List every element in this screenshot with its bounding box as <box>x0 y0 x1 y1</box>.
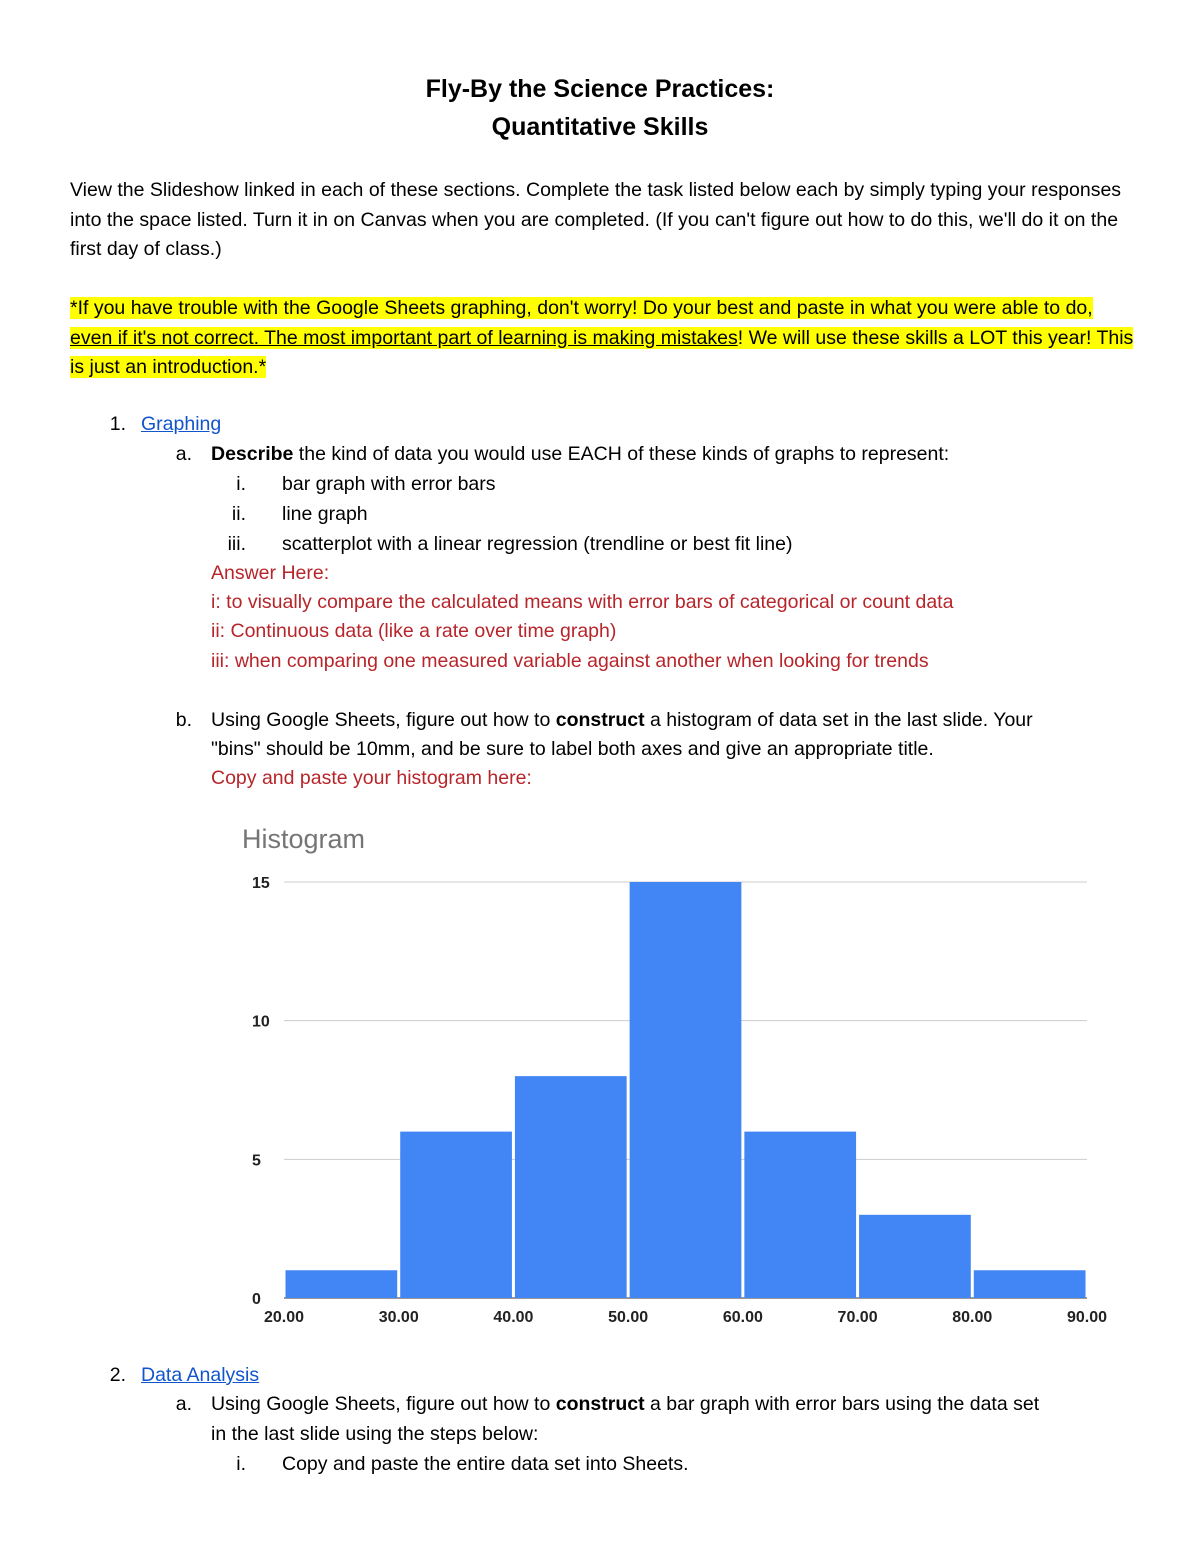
section1a-prompt <box>211 440 949 470</box>
histogram-bar <box>974 1270 1086 1298</box>
section1b-line2: "bins" should be 10mm, and be sure to label both axes and give an appropriate title. <box>211 738 934 760</box>
y-tick-label: 5 <box>252 1152 261 1170</box>
section1a-prompt-rest: the kind of data you would use EACH of these kinds of graphs to represent: <box>293 443 950 465</box>
section2a-line1 <box>211 1390 1039 1420</box>
histogram-bar <box>286 1270 398 1298</box>
x-tick-label: 70.00 <box>837 1309 878 1326</box>
x-tick-label: 40.00 <box>493 1309 534 1326</box>
section1b-line1-rest: a histogram of data set in the last slide. Your <box>644 709 1033 731</box>
item-ii-text: line graph <box>282 503 368 525</box>
y-tick-label: 10 <box>252 1013 270 1031</box>
data-analysis-link[interactable]: Data Analysis <box>141 1364 260 1386</box>
x-tick-label: 20.00 <box>263 1309 305 1326</box>
y-tick-label: 0 <box>252 1291 261 1308</box>
note-text-underlined: even if it's not correct. The most important part of learning is making mistakes <box>70 326 738 349</box>
histogram-chart <box>230 812 1130 1337</box>
answer-label: Answer Here: <box>211 562 330 584</box>
section2a-line2: in the last slide using the steps below: <box>211 1423 539 1445</box>
x-tick-label: 90.00 <box>1066 1309 1108 1326</box>
answer-iii: iii: when comparing one measured variable against another when looking for trends <box>211 650 929 672</box>
section1b-marker: b. <box>175 709 192 731</box>
item-i-marker: i. <box>236 473 246 495</box>
construct-bold: construct <box>555 709 645 731</box>
note-text-2: ! We will use these skills a LOT this year! This is just an introduction.* <box>70 326 1134 378</box>
y-tick-label: 15 <box>252 875 270 892</box>
section1b-line1 <box>211 706 1033 736</box>
histogram-bar <box>515 1076 627 1298</box>
histogram-bar <box>744 1132 856 1298</box>
section1b-pre: Using Google Sheets, figure out how to <box>211 709 556 731</box>
item-i-text: bar graph with error bars <box>282 473 496 495</box>
x-tick-label: 60.00 <box>722 1309 763 1326</box>
answer-ii: ii: Continuous data (like a rate over time graph) <box>211 620 617 642</box>
intro-paragraph: View the Slideshow linked in each of these sections. Complete the task listed below each by simply typing your responses into the space listed. Turn it in on Canvas when you are completed. (If you can't figure out how to do this, we'll do it on the first day of class.) <box>70 179 1122 260</box>
item-iii-marker: iii. <box>227 533 246 555</box>
section2a-marker: a. <box>175 1393 192 1415</box>
construct-bold-2: construct <box>555 1393 645 1415</box>
item-ii-marker: ii. <box>231 503 246 525</box>
section2-number: 2. <box>109 1364 126 1386</box>
document-title-line2: Quantitative Skills <box>491 113 709 141</box>
section2a-pre: Using Google Sheets, figure out how to <box>211 1393 556 1415</box>
item-iii-text: scatterplot with a linear regression (trendline or best fit line) <box>282 533 793 555</box>
histogram-bar <box>400 1132 512 1298</box>
note-paragraph <box>70 294 1140 383</box>
histogram-bar <box>859 1215 971 1298</box>
section2-item-i-text: Copy and paste the entire data set into Sheets. <box>282 1453 689 1475</box>
x-tick-label: 80.00 <box>952 1309 993 1326</box>
histogram-bar <box>630 882 742 1298</box>
note-text-1: *If you have trouble with the Google Sheets graphing, don't worry! Do your best and paste in what you were able to do, <box>70 297 1093 319</box>
section2-item-i-marker: i. <box>236 1453 246 1475</box>
graphing-link[interactable]: Graphing <box>141 413 222 435</box>
section1-number: 1. <box>109 413 126 435</box>
copy-paste-label: Copy and paste your histogram here: <box>211 767 532 789</box>
x-tick-label: 30.00 <box>378 1309 419 1326</box>
x-tick-label: 50.00 <box>608 1309 649 1326</box>
section2a-line1-rest: a bar graph with error bars using the data set <box>644 1393 1040 1415</box>
describe-bold: Describe <box>211 443 294 465</box>
section1a-marker: a. <box>175 443 192 465</box>
document-title-line1: Fly-By the Science Practices: <box>425 75 775 103</box>
answer-i: i: to visually compare the calculated means with error bars of categorical or count data <box>211 591 954 613</box>
chart-title: Histogram <box>242 824 366 854</box>
